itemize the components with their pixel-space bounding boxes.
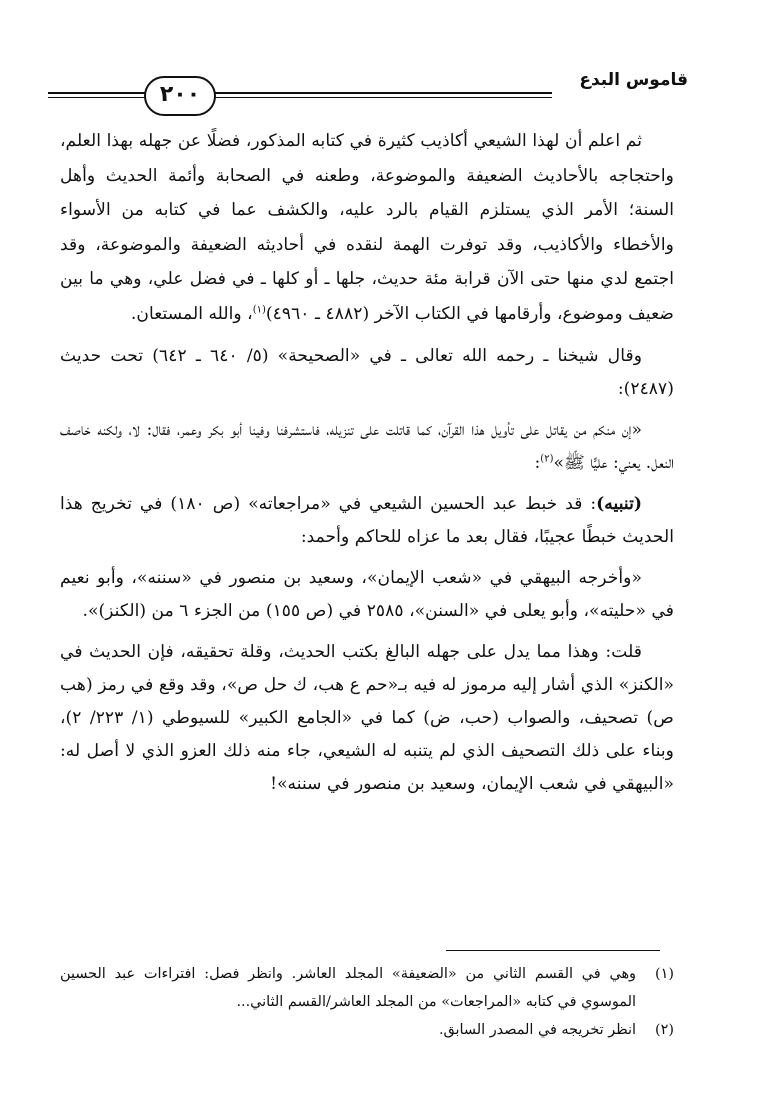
- footnote-1: [60, 960, 674, 1016]
- footnote-2-number: (٢): [655, 1022, 674, 1038]
- header-rule-thin: [48, 97, 552, 98]
- note-paragraph: [60, 488, 674, 554]
- hadith-quote-text: «إن منكم من يقاتل على تأويل هذا القرآن، كما قاتلت على تنزيله، فاستشرفنا وفينا أبو بكر وعمر، فقال: لا، ولكنه خاصف النعل. يعني: عليًّا ﷺ»: [60, 419, 674, 473]
- main-text: [60, 124, 674, 809]
- footnote-ref-1: (١): [252, 304, 266, 316]
- paragraph-2: وقال شيخنا ـ رحمه الله تعالى ـ في «الصحيحة» (٥/ ٦٤٠ ـ ٦٤٢) تحت حديث (٢٤٨٧):: [60, 345, 674, 399]
- page-header: [48, 66, 688, 116]
- hadith-quote-end: :: [534, 452, 541, 473]
- footnotes: [60, 960, 674, 1044]
- footnote-1-text: وهي في القسم الثاني من «الضعيفة» المجلد العاشر. وانظر فصل: افتراءات عبد الحسين الموسوي في كتابه «المراجعات» من المجلد العاشر/القسم الثاني...: [60, 966, 636, 1010]
- paragraph-3: قلت: وهذا مما يدل على جهله البالغ بكتب الحديث، وقلة تحقيقه، فإن الحديث في «الكنز» الذي أشار إليه مرموز له فيه بـ«حم ع هب، ك حل ص»، وقد وقع في رمز (هب ص) تصحيف، والصواب (حب، ض) كما في «الجامع الكبير» للسيوطي (١/ ٢٢٣/ ٢)، وبناء على ذلك التصحيف الذي لم يتنبه له الشيعي، جاء منه ذلك العزو الذي لا أصل له: «البيهقي في شعب الإيمان، وسعيد بن منصور في سننه»!: [60, 641, 674, 794]
- note-label: (تنبيه): [596, 493, 642, 514]
- paragraph-1: [60, 124, 674, 332]
- paragraph-1-end: ، والله المستعان.: [130, 303, 253, 324]
- footnote-ref-2: (٢): [540, 452, 554, 464]
- paragraph-1-text: ثم اعلم أن لهذا الشيعي أكاذيب كثيرة في كتابه المذكور، فضلًا عن جهله بهذا العلم، واحتجاجه بالأحاديث الضعيفة والموضوعة، وطعنه في الصحابة وأئمة الحديث وأهل السنة؛ الأمر الذي يستلزم القيام بالرد عليه، والكشف عما في كتابه من الأسواء والأخطاء والأكاذيب، وقد توفرت الهمة لنقده في أحاديثه الضعيفة والموضوعة، وقد اجتمع لدي منها حتى الآن قرابة مئة حديث، جلها ـ أو كلها ـ في فضل علي، وهي ما بين ضعيف وموضوع، وأرقامها في الكتاب الآخر (٤٨٨٢ ـ ٤٩٦٠): [60, 131, 674, 324]
- page-number: ٢٠٠: [144, 76, 216, 116]
- book-title: قاموس البدع: [579, 70, 688, 90]
- footnote-2: [60, 1016, 674, 1044]
- footnote-separator: [446, 950, 660, 951]
- note-text: : قد خبط عبد الحسين الشيعي في «مراجعاته» (ص ١٨٠) في تخريج هذا الحديث خبطًا عجيبًا، فقال بعد ما عزاه للحاكم وأحمد:: [60, 493, 674, 547]
- hadith-quote: [60, 414, 674, 480]
- footnote-2-text: انظر تخريجه في المصدر السابق.: [438, 1022, 636, 1038]
- quoted-citation: «وأخرجه البيهقي في «شعب الإيمان»، وسعيد بن منصور في «سننه»، وأبو نعيم في «حليته»، وأبو يعلى في «السنن»، ٢٥٨٥ في (ص ١٥٥) من الجزء ٦ من (الكنز)».: [60, 567, 674, 621]
- header-rule: [48, 92, 552, 94]
- footnote-1-number: (١): [655, 966, 674, 982]
